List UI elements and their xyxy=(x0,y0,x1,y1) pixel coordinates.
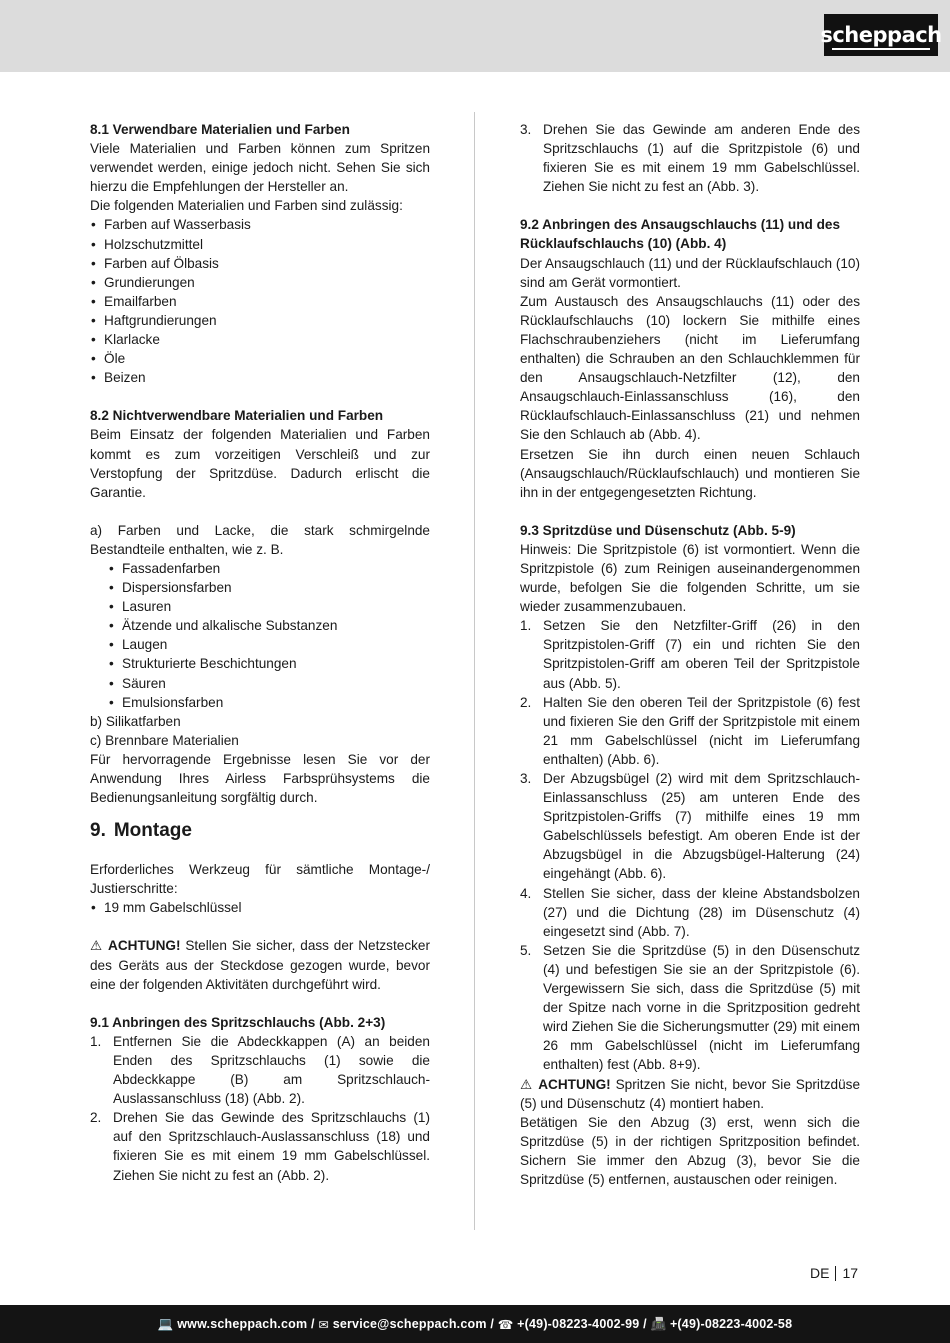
section-9-1-steps-continued xyxy=(520,120,860,196)
section-8-2-item-b: b) Silikatfarben xyxy=(90,713,181,729)
section-9-tools-intro: Erforderliches Werkzeug für sämtliche Montage-/ Justierschritte: xyxy=(90,862,430,897)
section-9-2-title: 9.2 Anbringen des Ansaugschlauchs (11) und des Rücklaufschlauchs (10) (Abb. 4) xyxy=(520,217,841,252)
section-8-1-allowed-label: Die folgenden Materialien und Farben sind zulässig: xyxy=(90,198,403,214)
right-column xyxy=(520,120,860,1189)
section-9-2-p2: Zum Austausch des Ansaugschlauchs (11) oder des Rücklaufschlauchs (10) lockern Sie mithilfe eines Flachschraubenziehers (nicht im Lieferumfang enthalten) die Schrauben an den Schlauchklemmen für den Ansaugschlauch-Netzfilter (12), den Ansaugschlauch-Einlassanschluss (16), den Rücklaufschlauch-Einlassanschluss (21) und nehmen Sie den Schlauch ab (Abb. 4). xyxy=(520,293,860,443)
mail-icon: ✉ xyxy=(318,1317,329,1332)
page-number-value: 17 xyxy=(842,1265,859,1281)
step-text: Setzen Sie den Netzfilter-Griff (26) in den Spritzpistolen-Griff (7) ein und richten Sie den Spritzpistolen-Griff am oberen Teil der Spritzpistole aus (Abb. 5). xyxy=(543,618,860,691)
section-9-1-title: 9.1 Anbringen des Spritzschlauchs (Abb. 2+3) xyxy=(90,1014,386,1030)
warning-icon: ⚠ xyxy=(520,1076,534,1092)
list-item: • Fassadenfarben xyxy=(90,559,430,578)
section-9-2-p1: Der Ansaugschlauch (11) und der Rücklaufschlauch (10) sind am Gerät vormontiert. xyxy=(520,255,860,290)
step-number: 2. xyxy=(90,1110,102,1126)
list-item xyxy=(520,769,860,884)
list-item: • Laugen xyxy=(90,635,430,654)
list-item: • 19 mm Gabelschlüssel xyxy=(90,898,430,917)
footer-bar xyxy=(0,1305,950,1343)
section-9-title: Montage xyxy=(113,820,192,842)
allowed-materials-list xyxy=(90,215,430,387)
section-9-3-steps xyxy=(520,616,860,1074)
list-item: • Klarlacke xyxy=(90,330,430,349)
step-text: Setzen Sie die Spritzdüse (5) in den Düsenschutz (4) und befestigen Sie sie an der Spritzpistole (6). Vergewissern Sie sich, dass die Spritzdüse (5) mit der Spitze nach vorne in die Spritzposition gedreht wird Ziehen Sie die Sicherungsmutter (29) mit einem 26 mm Gabelschlüssel (nicht im Lieferumfang enthalten) fest (Abb. 8+9). xyxy=(543,942,860,1073)
list-item xyxy=(520,693,860,769)
footer-separator: / xyxy=(307,1317,319,1331)
footer-fax: +(49)-08223-4002-58 xyxy=(669,1317,793,1331)
step-text: Entfernen Sie die Abdeckkappen (A) an beiden Enden des Spritzschlauchs (1) sowie die Abdeckkappe (B) am Spritzschlauch-Auslassanschluss (18) (Abb. 2). xyxy=(113,1033,430,1107)
section-8-2-item-a: a) Farben und Lacke, die stark schmirgelnde Bestandteile enthalten, wie z. B. xyxy=(90,522,430,557)
step-number: 2. xyxy=(520,694,532,710)
left-column xyxy=(90,120,430,1185)
scheppach-logo: scheppach xyxy=(824,14,938,56)
step-text: Halten Sie den oberen Teil der Spritzpistole (6) fest und fixieren Sie den Griff der Spritzpistole mit einem 21 mm Gabelschlüssel (nicht im Lieferumfang enthalten) (Abb. 6). xyxy=(543,694,860,767)
list-item xyxy=(520,120,860,196)
footer-separator: / xyxy=(639,1317,651,1331)
list-item: • Dispersionsfarben xyxy=(90,578,430,597)
section-9-1-steps xyxy=(90,1032,430,1185)
section-8-2-note: Für hervorragende Ergebnisse lesen Sie vor der Anwendung Ihres Airless Farbsprühsystems die Bedienungsanleitung sorgfältig durch. xyxy=(90,751,430,806)
list-item xyxy=(90,1108,430,1184)
phone-icon: ☎ xyxy=(497,1317,514,1332)
step-text: Stellen Sie sicher, dass der kleine Abstandsbolzen (27) und die Dichtung (28) im Düsenschutz (4) eingesetzt sind (Abb. 7). xyxy=(543,885,860,939)
step-number: 5. xyxy=(520,942,532,958)
list-item: • Grundierungen xyxy=(90,273,430,292)
footer-email: service@scheppach.com xyxy=(332,1317,487,1331)
list-item: • Lasuren xyxy=(90,597,430,616)
warning-paragraph xyxy=(520,1075,860,1113)
step-number: 4. xyxy=(520,885,532,901)
section-8-1-title: 8.1 Verwendbare Materialien und Farben xyxy=(90,122,350,137)
forbidden-materials-list xyxy=(90,559,430,712)
step-number: 1. xyxy=(520,618,532,634)
warning-text: Spritzen Sie nicht, bevor Sie Spritzdüse (5) und Düsenschutz (4) montiert haben. xyxy=(520,1076,861,1111)
column-divider xyxy=(474,112,475,1230)
list-item: • Säuren xyxy=(90,674,430,693)
list-item xyxy=(520,616,860,692)
fax-icon: 📠 xyxy=(650,1316,667,1331)
page-language: DE xyxy=(810,1265,830,1281)
step-number: 3. xyxy=(520,771,532,786)
step-number: 3. xyxy=(520,122,532,137)
list-item: • Holzschutzmittel xyxy=(90,235,430,254)
section-9-2-p3: Ersetzen Sie ihn durch einen neuen Schlauch (Ansaugschlauch/Rücklaufschlauch) und montieren Sie ihn in der entgegengesetzten Richtung. xyxy=(520,446,860,500)
section-9-heading xyxy=(90,819,430,843)
section-9-3-note: Hinweis: Die Spritzpistole (6) ist vormontiert. Wenn die Spritzpistole (6) zum Reinigen auseinandergenommen wurde, befolgen Sie die folgenden Schritte, um sie wieder zusammenzubauen. xyxy=(520,541,860,615)
footer-phone: +(49)-08223-4002-99 xyxy=(517,1317,640,1331)
section-9-3-title: 9.3 Spritzdüse und Düsenschutz (Abb. 5-9) xyxy=(520,522,796,538)
list-item: • Haftgrundierungen xyxy=(90,311,430,330)
warning-icon: ⚠ xyxy=(90,938,104,954)
list-item: • Farben auf Wasserbasis xyxy=(90,215,430,234)
list-item: • Strukturierte Beschichtungen xyxy=(90,654,430,673)
section-8-1-intro: Viele Materialien und Farben können zum Spritzen verwendet werden, einige jedoch nicht. Sehen Sie sich hierzu die Empfehlungen der Hersteller an. xyxy=(90,141,430,195)
step-number: 1. xyxy=(90,1033,102,1049)
section-9-3-p2: Betätigen Sie den Abzug (3) erst, wenn sich die Spritzdüse (5) in der richtigen Spritzposition befindet. Sichern Sie immer den Abzug (3), bevor Sie die Spritzdüse (5) entfernen, austauschen oder reinigen. xyxy=(520,1114,860,1187)
step-text: Drehen Sie das Gewinde am anderen Ende des Spritzschlauchs (1) auf die Spritzpistole (6) und fixieren Sie es mit einem 19 mm Gabelschlüssel. Ziehen Sie nicht zu fest an (Abb. 3). xyxy=(543,122,860,195)
list-item xyxy=(90,1032,430,1108)
list-item: • Emulsionsfarben xyxy=(90,693,430,712)
step-text: Drehen Sie das Gewinde des Spritzschlauchs (1) auf den Spritzschlauch-Auslassanschluss (18) und fixieren Sie es mit einem 19 mm Gabelschlüssel. Ziehen Sie nicht zu fest an (Abb. 2). xyxy=(113,1110,430,1183)
section-9-number: 9. xyxy=(90,820,106,842)
section-8-2-item-c: c) Brennbare Materialien xyxy=(90,732,239,748)
header-band xyxy=(0,0,950,72)
warning-paragraph xyxy=(90,936,430,993)
list-item xyxy=(520,884,860,941)
warning-label: ACHTUNG! xyxy=(538,1076,611,1092)
section-8-2-intro: Beim Einsatz der folgenden Materialien und Farben kommt es zum vorzeitigen Verschleiß und zur Verstopfung der Spritzdüse. Dadurch erlischt die Garantie. xyxy=(90,427,430,500)
section-8-2-title: 8.2 Nichtverwendbare Materialien und Farben xyxy=(90,408,384,424)
list-item: • Beizen xyxy=(90,368,430,387)
list-item: • Öle xyxy=(90,349,430,368)
list-item: • Ätzende und alkalische Substanzen xyxy=(90,616,430,635)
warning-text: Stellen Sie sicher, dass der Netzstecker des Geräts aus der Steckdose gezogen wurde, bevor eine der folgenden Aktivitäten durchgeführt wird. xyxy=(90,938,430,992)
step-text: Der Abzugsbügel (2) wird mit dem Spritzschlauch-Einlassanschluss (25) am unteren Ende des Spritzpistolen-Griffs (7) mithilfe eines 19 mm Gabelschlüssels befestigt. Am oberen Ende ist der Abzugsbügel in die Abzugsbügel-Halterung (24) eingehängt (Abb. 6). xyxy=(543,771,860,882)
footer-separator: / xyxy=(486,1317,498,1331)
footer-website: www.scheppach.com xyxy=(177,1317,308,1331)
list-item: • Emailfarben xyxy=(90,292,430,311)
page-number-separator xyxy=(835,1266,836,1281)
list-item xyxy=(520,941,860,1075)
computer-icon: 💻 xyxy=(157,1316,174,1331)
list-item: • Farben auf Ölbasis xyxy=(90,254,430,273)
warning-label: ACHTUNG! xyxy=(108,938,181,954)
page-number xyxy=(810,1265,858,1281)
tools-list xyxy=(90,898,430,917)
